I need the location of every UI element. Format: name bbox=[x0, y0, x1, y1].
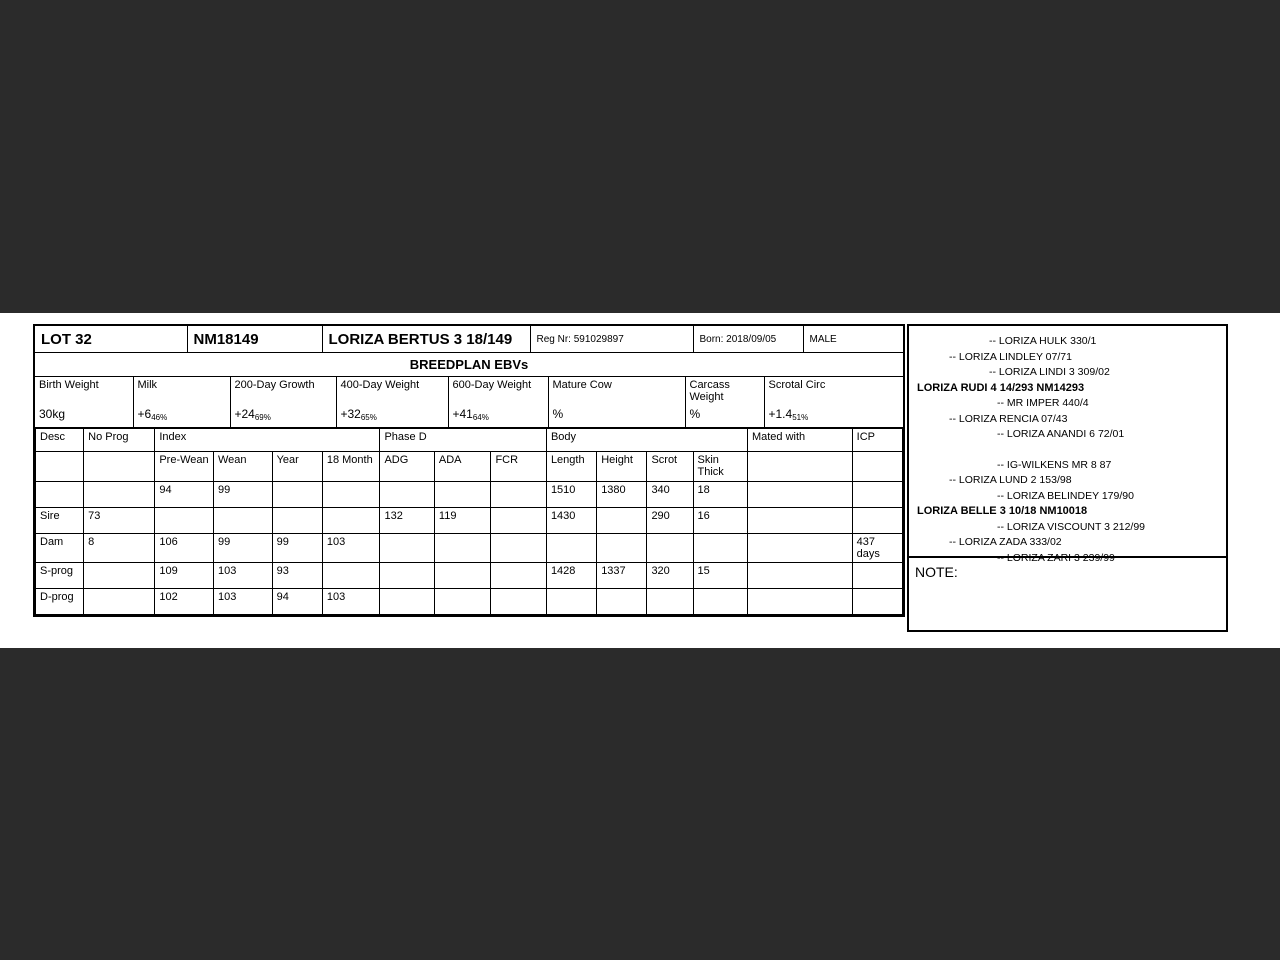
row-fcr bbox=[491, 482, 547, 508]
grid-column-header-row bbox=[36, 452, 903, 482]
grid-header-icp: ICP bbox=[852, 429, 902, 452]
pedigree-line: -- MR IMPER 440/4 bbox=[997, 397, 1089, 409]
row-fcr bbox=[491, 508, 547, 534]
registration-id: NM18149 bbox=[187, 326, 322, 353]
ebv-value-text: 30kg bbox=[39, 407, 66, 421]
row-no-prog: 73 bbox=[84, 508, 155, 534]
ebv-value-600-day-weight bbox=[448, 405, 548, 428]
row-length bbox=[546, 589, 596, 615]
grid-header-mated-with: Mated with bbox=[747, 429, 852, 452]
grid-colhdr-scrot: Scrot bbox=[647, 452, 693, 482]
row-skin-thick: 16 bbox=[693, 508, 747, 534]
row-height: 1337 bbox=[597, 563, 647, 589]
row-skin-thick bbox=[693, 589, 747, 615]
row-height: 1380 bbox=[597, 482, 647, 508]
row-adg bbox=[380, 534, 434, 563]
sex: MALE bbox=[803, 326, 903, 353]
ebv-label-row bbox=[35, 377, 903, 405]
row-desc bbox=[36, 482, 84, 508]
grid-colhdr-blank-desc bbox=[36, 452, 84, 482]
row-height bbox=[597, 508, 647, 534]
table-row bbox=[36, 563, 903, 589]
ebv-label-mature-cow: Mature Cow bbox=[548, 377, 685, 405]
grid-colhdr-blank-mated bbox=[747, 452, 852, 482]
row-icp bbox=[852, 563, 902, 589]
ebv-value-400-day-weight bbox=[336, 405, 448, 428]
ebv-value-mature-cow bbox=[548, 405, 685, 428]
lot-number: LOT 32 bbox=[35, 326, 187, 353]
ebv-value-scrotal-circ bbox=[764, 405, 903, 428]
pedigree-line: -- LORIZA LINDLEY 07/71 bbox=[949, 350, 1072, 363]
row-year: 99 bbox=[272, 534, 322, 563]
row-fcr bbox=[491, 589, 547, 615]
row-skin-thick: 18 bbox=[693, 482, 747, 508]
pedigree-line: -- LORIZA ZADA 333/02 bbox=[949, 536, 1062, 548]
ebv-label-carcass-weight: Carcass Weight bbox=[685, 377, 764, 405]
row-mated-with bbox=[747, 589, 852, 615]
right-pedigree-block bbox=[907, 324, 1228, 632]
ebv-value-milk bbox=[133, 405, 230, 428]
pedigree-line: -- LORIZA HULK 330/1 bbox=[989, 335, 1097, 347]
ebv-accuracy: 64% bbox=[472, 413, 489, 422]
row-18-month bbox=[322, 563, 380, 589]
row-wean bbox=[213, 508, 272, 534]
ebv-accuracy: 69% bbox=[254, 413, 271, 422]
pedigree-dam: LORIZA BELLE 3 10/18 NM10018 bbox=[917, 505, 1088, 517]
ebv-label-birth-weight: Birth Weight bbox=[35, 377, 133, 405]
header-row bbox=[35, 326, 903, 353]
ebv-table bbox=[35, 377, 903, 428]
grid-colhdr-adg: ADG bbox=[380, 452, 434, 482]
row-scrot: 290 bbox=[647, 508, 693, 534]
row-icp bbox=[852, 589, 902, 615]
grid-colhdr-wean: Wean bbox=[213, 452, 272, 482]
ebv-value-birth-weight bbox=[35, 405, 133, 428]
ebv-label-scrotal-circ: Scrotal Circ bbox=[764, 377, 903, 405]
grid-colhdr-blank-icp bbox=[852, 452, 902, 482]
pedigree-line: -- LORIZA BELINDEY 179/90 bbox=[997, 489, 1134, 502]
row-scrot bbox=[647, 589, 693, 615]
ebv-value-text: % bbox=[552, 407, 564, 421]
grid-header-phase-d: Phase D bbox=[380, 429, 546, 452]
document-page bbox=[0, 313, 1280, 648]
row-mated-with bbox=[747, 563, 852, 589]
row-pre-wean bbox=[155, 508, 214, 534]
grid-group-header-row bbox=[36, 429, 903, 452]
ebv-value-text: +24 bbox=[234, 407, 255, 421]
ebv-value-text: +1.4 bbox=[768, 407, 793, 421]
reg-nr: Reg Nr: 591029897 bbox=[530, 326, 693, 353]
row-adg bbox=[380, 563, 434, 589]
row-ada: 119 bbox=[434, 508, 491, 534]
grid-colhdr-ada: ADA bbox=[434, 452, 491, 482]
row-scrot: 320 bbox=[647, 563, 693, 589]
grid-colhdr-18-month: 18 Month bbox=[322, 452, 380, 482]
row-18-month: 103 bbox=[322, 589, 380, 615]
row-scrot bbox=[647, 534, 693, 563]
ebv-value-text: % bbox=[689, 407, 701, 421]
row-mated-with bbox=[747, 534, 852, 563]
row-length: 1510 bbox=[546, 482, 596, 508]
row-mated-with bbox=[747, 482, 852, 508]
header-table bbox=[35, 326, 903, 377]
pedigree-line: -- LORIZA LINDI 3 309/02 bbox=[989, 366, 1110, 378]
row-ada bbox=[434, 563, 491, 589]
row-year: 94 bbox=[272, 589, 322, 615]
pedigree-line: -- LORIZA ZARI 3 239/99 bbox=[997, 551, 1115, 564]
table-row bbox=[36, 534, 903, 563]
grid-colhdr-height: Height bbox=[597, 452, 647, 482]
grid-colhdr-year: Year bbox=[272, 452, 322, 482]
pedigree-line: -- LORIZA RENCIA 07/43 bbox=[949, 412, 1068, 425]
row-year bbox=[272, 508, 322, 534]
grid-header-body: Body bbox=[546, 429, 747, 452]
row-mated-with bbox=[747, 508, 852, 534]
pedigree-line: -- IG-WILKENS MR 8 87 bbox=[997, 458, 1112, 471]
row-skin-thick bbox=[693, 534, 747, 563]
row-desc: Sire bbox=[36, 508, 84, 534]
pedigree-line: -- LORIZA ANANDI 6 72/01 bbox=[997, 428, 1125, 440]
row-wean: 99 bbox=[213, 482, 272, 508]
row-18-month bbox=[322, 482, 380, 508]
ebv-value-row bbox=[35, 405, 903, 428]
left-data-block bbox=[33, 324, 905, 617]
row-length: 1430 bbox=[546, 508, 596, 534]
grid-header-index: Index bbox=[155, 429, 380, 452]
note-label: NOTE: bbox=[915, 564, 958, 580]
row-year bbox=[272, 482, 322, 508]
pedigree-spacer bbox=[909, 443, 1226, 458]
ebv-accuracy: 51% bbox=[792, 413, 809, 422]
row-wean: 103 bbox=[213, 589, 272, 615]
ebv-accuracy: 65% bbox=[360, 413, 377, 422]
row-ada bbox=[434, 589, 491, 615]
row-pre-wean: 106 bbox=[155, 534, 214, 563]
row-wean: 99 bbox=[213, 534, 272, 563]
pedigree-line: -- LORIZA VISCOUNT 3 212/99 bbox=[997, 520, 1146, 533]
ebv-label-600-day-weight: 600-Day Weight bbox=[448, 377, 548, 405]
row-pre-wean: 102 bbox=[155, 589, 214, 615]
row-icp bbox=[852, 508, 902, 534]
grid-colhdr-blank-noprog bbox=[84, 452, 155, 482]
grid-header-no-prog: No Prog bbox=[84, 429, 155, 452]
grid-header-desc: Desc bbox=[36, 429, 84, 452]
row-wean: 103 bbox=[213, 563, 272, 589]
row-no-prog bbox=[84, 589, 155, 615]
row-fcr bbox=[491, 563, 547, 589]
row-desc: Dam bbox=[36, 534, 84, 563]
ebv-value-text: +6 bbox=[137, 407, 152, 421]
row-adg bbox=[380, 589, 434, 615]
pedigree-tree bbox=[909, 326, 1226, 564]
row-year: 93 bbox=[272, 563, 322, 589]
grid-colhdr-fcr: FCR bbox=[491, 452, 547, 482]
row-18-month: 103 bbox=[322, 534, 380, 563]
ebv-label-200-day-growth: 200-Day Growth bbox=[230, 377, 336, 405]
grid-colhdr-skin-thick: Skin Thick bbox=[693, 452, 747, 482]
row-no-prog: 8 bbox=[84, 534, 155, 563]
row-fcr bbox=[491, 534, 547, 563]
row-desc: S-prog bbox=[36, 563, 84, 589]
ebv-value-200-day-growth bbox=[230, 405, 336, 428]
ebv-label-milk: Milk bbox=[133, 377, 230, 405]
row-icp: 437 days bbox=[852, 534, 902, 563]
row-skin-thick: 15 bbox=[693, 563, 747, 589]
row-pre-wean: 94 bbox=[155, 482, 214, 508]
animal-name: LORIZA BERTUS 3 18/149 bbox=[322, 326, 530, 353]
row-no-prog bbox=[84, 482, 155, 508]
ebv-label-400-day-weight: 400-Day Weight bbox=[336, 377, 448, 405]
row-adg: 132 bbox=[380, 508, 434, 534]
ebv-accuracy: 46% bbox=[151, 413, 168, 422]
row-adg bbox=[380, 482, 434, 508]
row-icp bbox=[852, 482, 902, 508]
row-desc: D-prog bbox=[36, 589, 84, 615]
born-date: Born: 2018/09/05 bbox=[693, 326, 803, 353]
pedigree-sire: LORIZA RUDI 4 14/293 NM14293 bbox=[917, 381, 1085, 394]
pedigree-line: -- LORIZA LUND 2 153/98 bbox=[949, 474, 1072, 486]
row-scrot: 340 bbox=[647, 482, 693, 508]
table-row bbox=[36, 508, 903, 534]
animal-record-sheet bbox=[33, 324, 1228, 639]
ebv-value-text: +32 bbox=[340, 407, 361, 421]
table-row bbox=[36, 482, 903, 508]
table-row bbox=[36, 589, 903, 615]
row-length: 1428 bbox=[546, 563, 596, 589]
row-height bbox=[597, 589, 647, 615]
breedplan-title: BREEDPLAN EBVs bbox=[35, 353, 903, 377]
row-ada bbox=[434, 534, 491, 563]
ebv-value-text: +41 bbox=[452, 407, 473, 421]
row-length bbox=[546, 534, 596, 563]
performance-grid bbox=[35, 428, 903, 615]
row-ada bbox=[434, 482, 491, 508]
grid-colhdr-pre-wean: Pre-Wean bbox=[155, 452, 214, 482]
row-height bbox=[597, 534, 647, 563]
grid-colhdr-length: Length bbox=[546, 452, 596, 482]
ebv-value-carcass-weight bbox=[685, 405, 764, 428]
row-pre-wean: 109 bbox=[155, 563, 214, 589]
row-no-prog bbox=[84, 563, 155, 589]
row-18-month bbox=[322, 508, 380, 534]
